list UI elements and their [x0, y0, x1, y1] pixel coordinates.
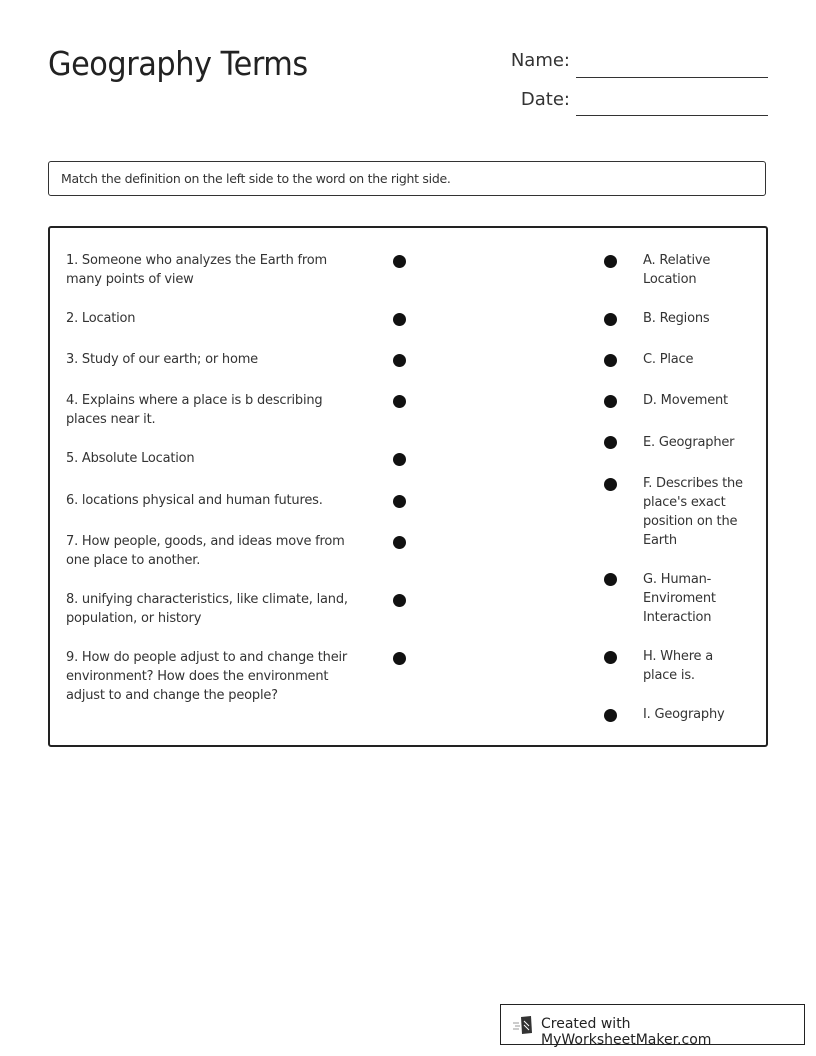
- instructions-text: Match the definition on the left side to the word on the right side.: [61, 171, 451, 186]
- definition-match-dot[interactable]: [393, 453, 406, 466]
- definition-item: [66, 648, 366, 705]
- definition-item: [66, 532, 366, 570]
- definition-text: 4. Explains where a place is b describing places near it.: [66, 393, 323, 427]
- definition-item: [66, 251, 366, 289]
- term-match-dot[interactable]: [604, 395, 617, 408]
- date-field-line[interactable]: [576, 115, 768, 116]
- definition-item: [66, 449, 366, 468]
- footer-text: Created with MyWorksheetMaker.com: [541, 1016, 712, 1048]
- term-item: [643, 391, 753, 410]
- definition-text: 8. unifying characteristics, like climate, land, population, or history: [66, 592, 348, 626]
- term-match-dot[interactable]: [604, 573, 617, 586]
- term-match-dot[interactable]: [604, 436, 617, 449]
- term-item: [643, 705, 753, 724]
- definition-item: [66, 391, 366, 429]
- definition-text: 1. Someone who analyzes the Earth from many points of view: [66, 253, 328, 287]
- definition-match-dot[interactable]: [393, 536, 406, 549]
- definition-match-dot[interactable]: [393, 313, 406, 326]
- definition-item: [66, 491, 366, 510]
- name-label: Name:: [510, 50, 570, 71]
- term-item: [643, 647, 748, 685]
- term-item: [643, 474, 753, 550]
- instructions-box: [48, 161, 766, 196]
- term-match-dot[interactable]: [604, 313, 617, 326]
- term-item: [643, 350, 753, 369]
- term-text: E. Geographer: [643, 435, 735, 450]
- definition-text: 5. Absolute Location: [66, 451, 195, 466]
- footer-badge[interactable]: [500, 1004, 805, 1048]
- definition-item: [66, 309, 366, 328]
- definition-text: 3. Study of our earth; or home: [66, 352, 258, 367]
- term-match-dot[interactable]: [604, 709, 617, 722]
- definition-text: 6. locations physical and human futures.: [66, 493, 323, 508]
- date-label: Date:: [520, 89, 570, 110]
- definition-match-dot[interactable]: [393, 255, 406, 268]
- definition-match-dot[interactable]: [393, 354, 406, 367]
- definition-match-dot[interactable]: [393, 395, 406, 408]
- term-item: [643, 309, 753, 328]
- definition-text: 2. Location: [66, 311, 136, 326]
- term-text: H. Where a place is.: [643, 649, 714, 683]
- term-match-dot[interactable]: [604, 354, 617, 367]
- term-match-dot[interactable]: [604, 478, 617, 491]
- term-text: B. Regions: [643, 311, 710, 326]
- definition-match-dot[interactable]: [393, 495, 406, 508]
- definition-item: [66, 350, 366, 369]
- term-text: D. Movement: [643, 393, 728, 408]
- term-item: [643, 570, 738, 627]
- worksheet-maker-logo-icon: [513, 1015, 535, 1035]
- definition-match-dot[interactable]: [393, 652, 406, 665]
- term-text: F. Describes the place's exact position on the Earth: [643, 476, 743, 548]
- definition-match-dot[interactable]: [393, 594, 406, 607]
- worksheet-title: Geography Terms: [48, 44, 308, 83]
- definition-text: 7. How people, goods, and ideas move from one place to another.: [66, 534, 345, 568]
- term-match-dot[interactable]: [604, 651, 617, 664]
- name-field-line[interactable]: [576, 77, 768, 78]
- definition-text: 9. How do people adjust to and change their environment? How does the environment adjust to and change the people?: [66, 650, 348, 703]
- term-item: [643, 251, 723, 289]
- term-text: C. Place: [643, 352, 694, 367]
- definition-item: [66, 590, 366, 628]
- term-text: A. Relative Location: [643, 253, 711, 287]
- term-text: I. Geography: [643, 707, 725, 722]
- term-text: G. Human-Enviroment Interaction: [643, 572, 716, 625]
- term-match-dot[interactable]: [604, 255, 617, 268]
- term-item: [643, 433, 753, 452]
